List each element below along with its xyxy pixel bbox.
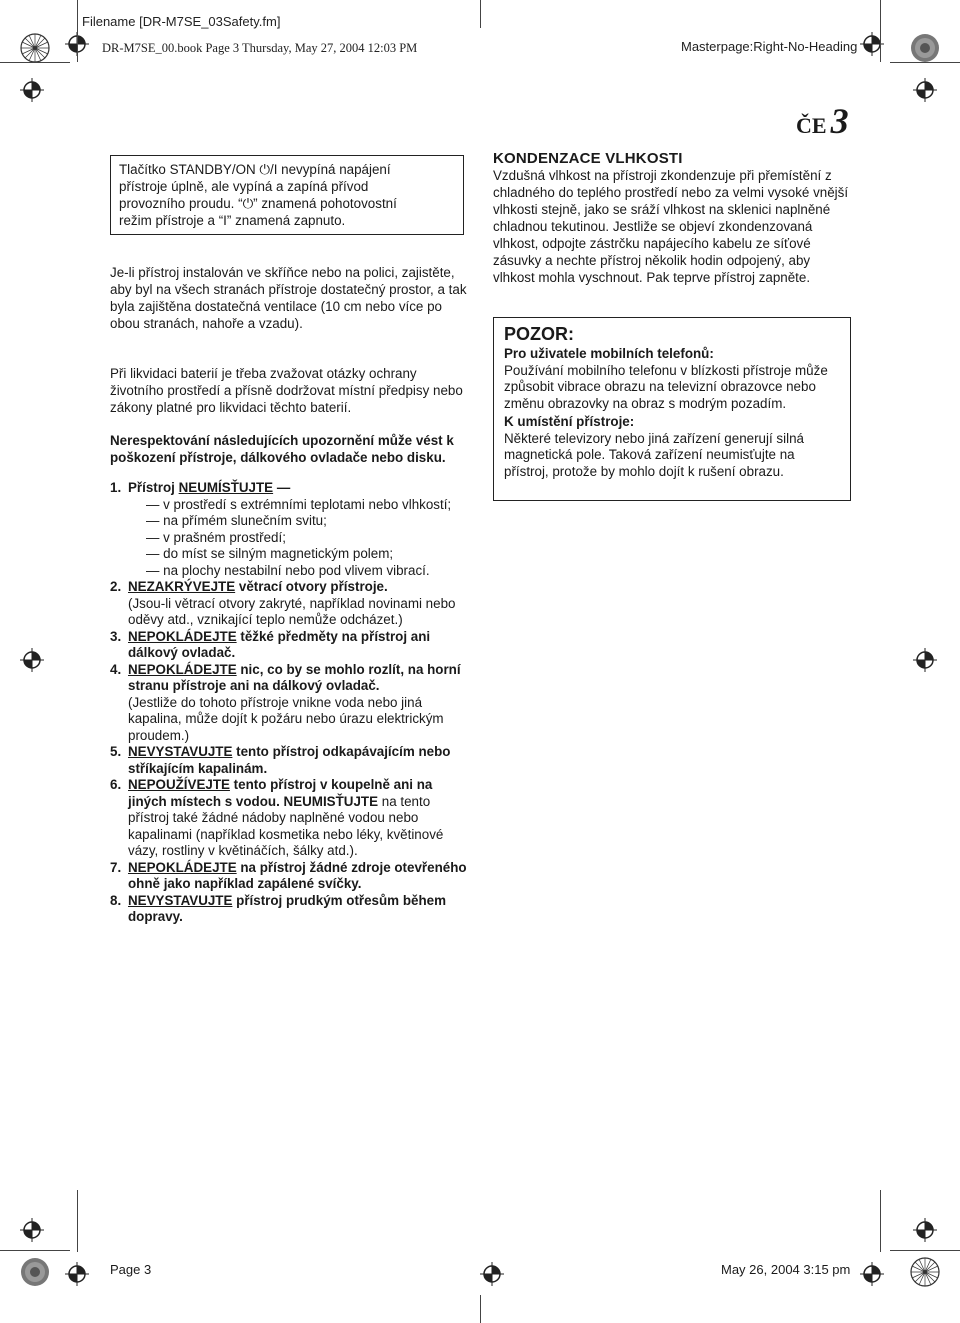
crop-line	[880, 1190, 881, 1252]
dash-item: — do míst se silným magnetickým polem;	[128, 546, 472, 563]
crosshair-icon	[913, 648, 937, 672]
crosshair-icon	[913, 1218, 937, 1242]
condensation-section	[493, 150, 853, 286]
dash-item: — na přímém slunečním svitu;	[128, 513, 472, 530]
caution-title: POZOR:	[504, 324, 574, 344]
page-number: ČE 3	[796, 101, 849, 141]
crop-line	[890, 62, 960, 63]
list-item: 7. NEPOKLÁDEJTE na přístroj žádné zdroje otevřeného ohně jako například zapálené svíčky.	[110, 859, 467, 891]
dash-item: — v prostředí s extrémními teplotami nebo vlhkostí;	[128, 497, 472, 514]
caution-subheading: Pro uživatele mobilních telefonů:	[504, 346, 714, 361]
condensation-text: Vzdušná vlhkost na přístroji zkondenzuje při přemístění z chladného do teplého prostředí nebo za velmi vysoké vnější vlhkosti stejně, jako se sráží vlhkost na sklenici naplněné chladnou tekutinou. Jestliže se objeví zkondenzovaná vlhkost, odpojte zástrčku napájecího kabelu ze síťové zásuvky a nechte přístroj několik hodin odpojený, aby vlhkost mohla vyschnout. Pak teprve přístroj zapněte.	[493, 168, 849, 285]
footer-page: Page 3	[110, 1262, 152, 1277]
registration-dots-icon	[20, 1257, 50, 1287]
list-item: 6. NEPOUŽÍVEJTE tento přístroj v koupelně ani na jiných místech s vodou. NEUMISŤUJTE na tento přístroj také žádné nádoby naplněné vodou nebo kapalinami (například kosmetika nebo léky, květinové vázy, rostliny v květináčích, šálky atd.).	[110, 777, 444, 858]
crop-line	[0, 62, 70, 63]
condensation-heading: KONDENZACE VLHKOSTI	[493, 150, 683, 167]
crop-line	[480, 1295, 481, 1323]
precautions-list	[110, 480, 472, 926]
registration-dots-icon	[910, 33, 940, 63]
dash-item: — v prašném prostředí;	[128, 530, 472, 547]
caution-subheading: K umístění přístroje:	[504, 414, 635, 429]
crosshair-icon	[65, 1262, 89, 1286]
crosshair-icon	[20, 78, 44, 102]
battery-disposal-paragraph: Při likvidaci baterií je třeba zvažovat otázky ochrany životního prostředí a přísně dodržovat místní předpisy nebo zákony platné pro likvidaci těchto baterií.	[110, 366, 463, 415]
caution-box	[493, 317, 851, 501]
crosshair-icon	[20, 648, 44, 672]
caution-text: Používání mobilního telefonu v blízkosti přístroje může způsobit vibrace obrazu na televizní obrazovce nebo změnu obrazovky na obraz s modrým pozadím.	[504, 362, 828, 411]
crop-line	[880, 0, 881, 62]
list-item: 8. NEVYSTAVUJTE přístroj prudkým otřesům během dopravy.	[110, 892, 446, 924]
crop-line	[77, 1190, 78, 1252]
list-item: 1. Přístroj NEUMÍSŤUJTE — — v prostředí s extrémními teplotami nebo vlhkostí; — na přímém slunečním svitu; — v prašném prostředí; — do míst se silným magnetickým polem; — na plochy nestabilní nebo pod vlivem vibrací.	[110, 480, 472, 579]
list-item: 5. NEVYSTAVUJTE tento přístroj odkapávajícím nebo stříkajícím kapalinám.	[110, 744, 451, 776]
book-info-header: DR-M7SE_00.book Page 3 Thursday, May 27, 2004 12:03 PM	[102, 41, 418, 55]
crosshair-icon	[913, 78, 937, 102]
ventilation-paragraph: Je-li přístroj instalován ve skříňce nebo na polici, zajistěte, aby byl na všech stranách přístroje dostatečný prostor, a tak byla zajištěna dostatečná ventilace (10 cm nebo více po obou stranách, nahoře a vzadu).	[110, 265, 467, 331]
crop-line	[77, 0, 78, 62]
caution-text: Některé televizory nebo jiná zařízení generují silná magnetická pole. Taková zařízení neumisťujte na přístroj, protože by mohlo dojít k rušení obrazu.	[504, 430, 804, 479]
masterpage-header: Masterpage:Right-No-Heading	[681, 39, 858, 54]
crop-line	[890, 1250, 960, 1251]
crop-line	[0, 1250, 70, 1251]
list-item: 2. NEZAKRÝVEJTE větrací otvory přístroje. (Jsou-li větrací otvory zakryté, například novinami nebo oděvy atd., vznikající teplo nemůže odcházet.)	[110, 579, 456, 627]
crosshair-icon	[860, 1262, 884, 1286]
standby-note-box: Tlačítko STANDBY/ON ⏻/I nevypíná napájení přístroje úplně, ale vypíná a zapíná přívod provozního proudu. “⏻” znamená pohotovostní režim přístroje a “I” znamená zapnuto.	[110, 155, 464, 235]
registration-target-icon	[910, 1257, 940, 1287]
crosshair-icon	[20, 1218, 44, 1242]
crop-line	[480, 0, 481, 28]
crosshair-icon	[480, 1262, 504, 1286]
registration-target-icon	[20, 33, 50, 63]
dash-item: — na plochy nestabilní nebo pod vlivem vibrací.	[128, 563, 472, 580]
footer-date: May 26, 2004 3:15 pm	[721, 1262, 851, 1277]
warning-intro: Nerespektování následujících upozornění může vést k poškození přístroje, dálkového ovladače nebo disku.	[110, 433, 454, 465]
filename-header: Filename [DR-M7SE_03Safety.fm]	[82, 14, 281, 29]
list-item: 4. NEPOKLÁDEJTE nic, co by se mohlo rozlít, na horní stranu přístroje ani na dálkový ovladač. (Jestliže do tohoto přístroje vnikne voda nebo jiná kapalina, může dojít k požáru nebo úrazu elektrickým proudem.)	[110, 661, 461, 743]
list-item: 3. NEPOKLÁDEJTE těžké předměty na přístroj ani dálkový ovladač.	[110, 628, 431, 660]
